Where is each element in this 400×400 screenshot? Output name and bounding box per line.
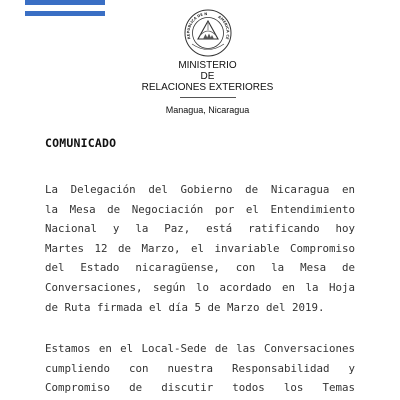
paragraph-1-line: Nacional y la Paz, está ratificando hoy [45, 222, 355, 236]
paragraph-2-line: Compromiso de discutir todos los Temas [45, 381, 355, 395]
paragraph-1-line: del Estado nicaragüense, con la Mesa de [45, 261, 355, 275]
letterhead-divider [180, 97, 236, 98]
paragraph-1-line: La Delegación del Gobierno de Nicaragua en [45, 183, 355, 196]
ministry-line-2: DE [200, 71, 215, 82]
nicaragua-flag [25, 0, 105, 16]
document-heading: COMUNICADO [45, 136, 117, 150]
paragraph-2-line: cumpliendo con nuestra Responsabilidad y [45, 361, 355, 375]
seal-text-left: REPUBLICA DE N [186, 11, 208, 40]
ministry-line-3: RELACIONES EXTERIORES [141, 82, 274, 93]
city-location: Managua, Nicaragua [165, 105, 250, 115]
ministry-line-1: MINISTERIO [178, 60, 237, 71]
paragraph-2-line: Estamos en el Local-Sede de las Conversaciones [45, 342, 355, 355]
seal-text-right: AMERICA CE [217, 14, 230, 40]
paragraph-1-line: la Mesa de Negociación por el Entendimiento [45, 202, 355, 216]
ministry-name [140, 60, 275, 98]
paragraph-2 [45, 339, 355, 398]
coat-of-arms-seal-icon [183, 8, 233, 58]
paragraph-1-line: de Ruta firmada el día 5 de Marzo del 2019. [45, 300, 325, 314]
paragraph-1-line: Conversaciones, según lo acordado en la Hoja [45, 280, 355, 294]
paragraph-1-line: Martes 12 de Marzo, el invariable Compromiso [45, 241, 355, 255]
paragraph-1 [45, 180, 355, 317]
flag-stripe-bottom [25, 11, 105, 16]
